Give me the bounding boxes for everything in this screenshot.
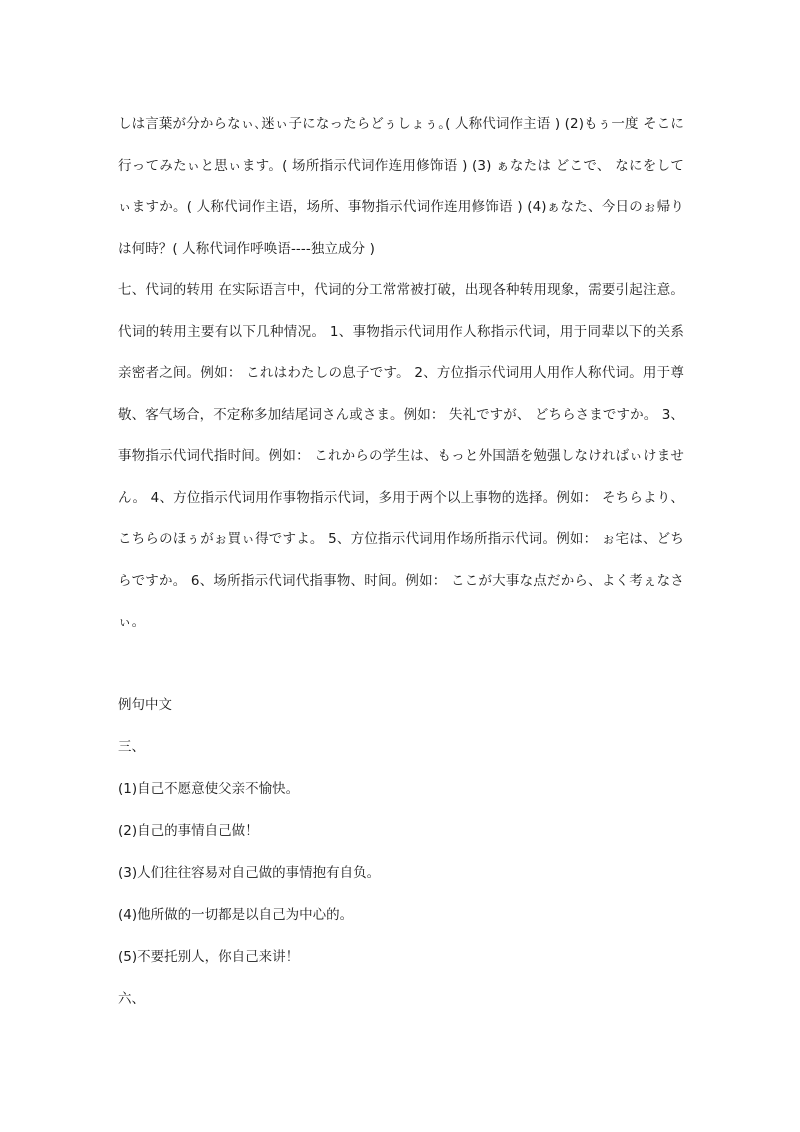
paragraph-section-seven: 七、代词的转用 在实际语言中，代词的分工常常被打破，出现各种转用现象，需要引起注意。 代词的转用主要有以下几种情况。 1、事物指示代词用作人称指示代词，用于同辈以下的关系亲密者之间。例如： これはわたしの息子です。 2、方位指示代词用人用作人称代词。用于尊敬、客气场合，不定称多加结尾词さん或さま。例如： 失礼ですが、 どちらさまですか。 3、事物指示代词代指时间。例如： これからの学生は、もっと外国語を勉强しなければぃけません。 4、方位指示代词用作事物指示代词，多用于两个以上事物的选择。例如： そちらより、こちらのほぅがぉ買ぃ得ですよ。 5、方位指示代词用作场所指示代词。例如： ぉ宅は、どちらですか。 6、场所指示代词代指事物、时间。例如： ここが大事な点だから、よく考ぇなさぃ。 [118, 282, 684, 630]
example-sentence: (5)不要托别人，你自己来讲！ [118, 949, 300, 965]
example-sentence: (1)自己不愿意使父亲不愉快。 [118, 781, 300, 797]
example-sentence: (4)他所做的一切都是以自己为中心的。 [118, 907, 354, 923]
example-section [118, 684, 684, 1020]
paragraph-continuation: しは言葉が分からなぃ､迷ぃ子になったらどぅしょぅ｡( 人称代词作主语 ) (2)もぅ一度 そこに行ってみたぃと思ぃます。( 场所指示代词作连用修饰语 ) (3) ぁなたは どこで、 なにをしてぃますか。( 人称代词作主语，场所、事物指示代词作连用修饰语 ) (4)ぁなた、今日のぉ帰りは何時？( 人称代词作呼唤语----独立成分 ) [118, 116, 684, 257]
example-heading: 例句中文 [118, 697, 172, 713]
section-three-heading: 三、 [118, 739, 145, 755]
example-sentence: (3)人们往往容易对自己做的事情抱有自负。 [118, 865, 381, 881]
example-sentence: (2)自己的事情自己做！ [118, 823, 259, 839]
body-text-block [118, 104, 684, 644]
section-six-heading: 六、 [118, 991, 145, 1007]
